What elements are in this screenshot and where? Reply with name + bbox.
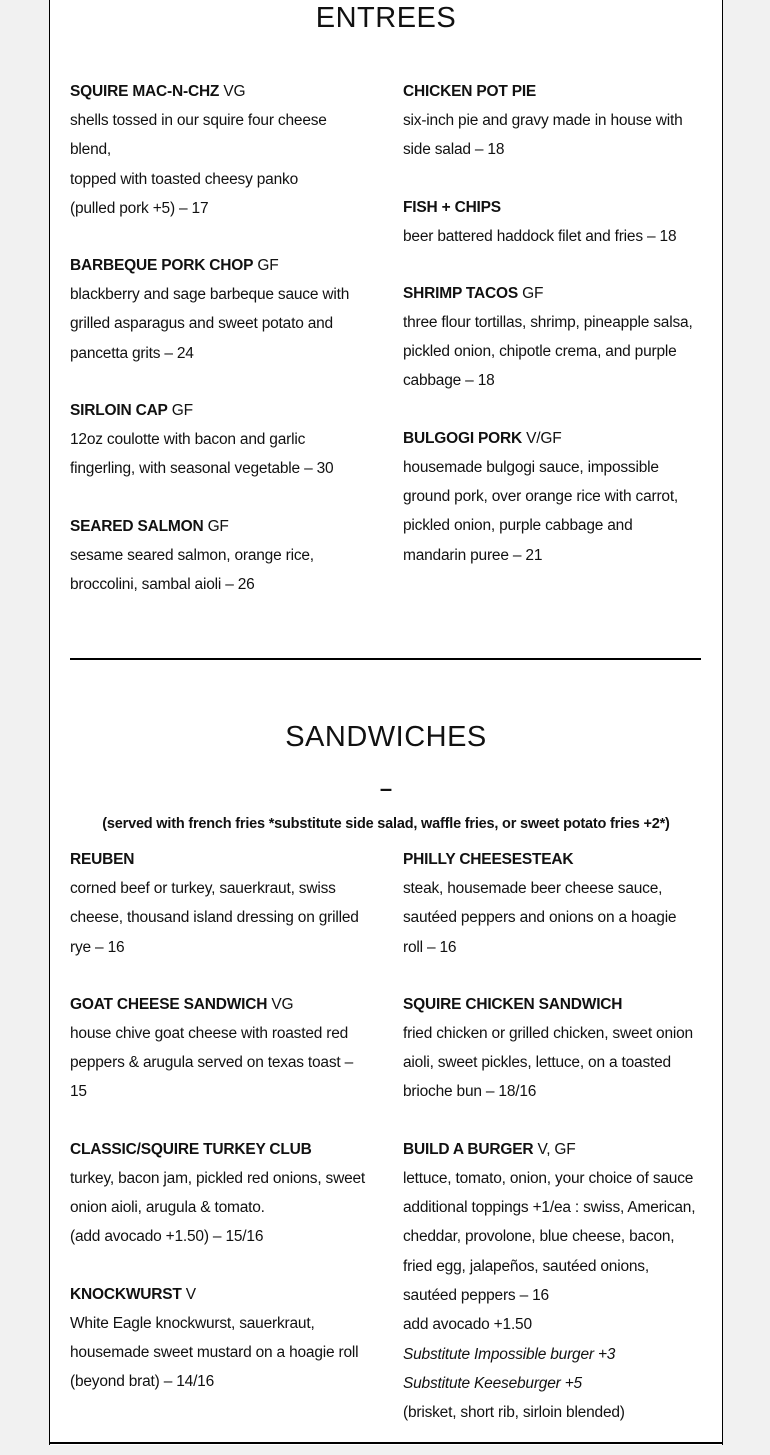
item-description: fingerling, with seasonal vegetable – 30 [70,460,334,478]
item-description: housemade bulgogi sauce, impossible [403,458,659,476]
item-description: fried egg, jalapeños, sautéed onions, [403,1257,649,1275]
item-diet-tag: V, GF [533,1140,576,1158]
item-description: cabbage – 18 [403,372,495,390]
item-description: housemade sweet mustard on a hoagie roll [70,1343,359,1361]
page-bottom-border [50,1442,722,1444]
menu-item [403,424,718,570]
item-description: peppers & arugula served on texas toast – [70,1054,354,1072]
item-name: BUILD A BURGER [403,1140,534,1158]
menu-item [70,77,380,223]
item-diet-tag: GF [518,284,544,302]
item-description: steak, housemade beer cheese sauce, [403,880,663,897]
item-description: aioli, sweet pickles, lettuce, on a toasted [403,1054,671,1072]
item-name: FISH + CHIPS [403,198,501,216]
item-name: PHILLY CHEESESTEAK [403,851,574,868]
item-description: (beyond brat) – 14/16 [70,1373,215,1391]
item-description: rye – 16 [70,938,125,956]
item-description: fried chicken or grilled chicken, sweet onion [403,1024,693,1042]
item-description: (brisket, short rib, sirloin blended) [403,1404,625,1422]
item-description: add avocado +1.50 [403,1316,532,1334]
item-description: onion aioli, arugula & tomato. [70,1199,265,1217]
sandwiches-dash: – [379,776,393,801]
item-description: additional toppings +1/ea : swiss, American, [403,1199,696,1217]
item-name: SEARED SALMON [70,517,204,535]
menu-item [70,845,380,962]
item-description: blend, [70,141,112,159]
entrees-heading: ENTREES [315,2,457,34]
item-description: corned beef or turkey, sauerkraut, swiss [70,880,336,897]
item-description: 15 [70,1083,87,1101]
item-name: BARBEQUE PORK CHOP [70,257,254,275]
entrees-left-column [70,77,380,627]
item-diet-tag: GF [167,402,193,420]
item-name: SIRLOIN CAP [70,402,168,420]
item-description: topped with toasted cheesy panko [70,170,298,188]
menu-item [70,1135,380,1252]
menu-item [70,512,380,600]
menu-page [49,0,723,1445]
item-name: REUBEN [70,851,135,868]
section-divider [70,658,701,660]
menu-item [70,396,380,484]
item-diet-tag: V [181,1285,196,1303]
item-description: brioche bun – 18/16 [403,1083,537,1101]
item-description: roll – 16 [403,938,457,956]
item-name: SQUIRE MAC-N-CHZ [70,83,220,100]
item-name: KNOCKWURST [70,1285,182,1303]
item-description: three flour tortillas, shrimp, pineapple salsa, [403,313,693,331]
menu-item [403,845,718,962]
item-description: turkey, bacon jam, pickled red onions, sweet [70,1169,366,1187]
menu-item [403,990,718,1107]
item-description: house chive goat cheese with roasted red [70,1024,349,1042]
entrees-right-column [403,77,718,598]
menu-item [70,990,380,1107]
item-diet-tag: VG [219,83,246,100]
item-name: BULGOGI PORK [403,429,523,447]
item-description: White Eagle knockwurst, sauerkraut, [70,1314,315,1332]
item-description: sesame seared salmon, orange rice, [70,546,314,564]
menu-item [70,251,380,368]
item-description: pancetta grits – 24 [70,344,194,362]
item-name: GOAT CHEESE SANDWICH [70,995,268,1013]
item-description: beer battered haddock filet and fries – 18 [403,227,677,245]
item-description: six-inch pie and gravy made in house with [403,112,683,129]
menu-item [403,193,718,251]
item-description: side salad – 18 [403,141,505,159]
item-diet-tag: VG [267,995,294,1013]
menu-item [70,1280,380,1397]
item-name: SHRIMP TACOS [403,284,519,302]
item-diet-tag: GF [253,257,279,275]
item-description: shells tossed in our squire four cheese [70,112,327,129]
sandwiches-heading: SANDWICHES [285,721,487,753]
item-substitute-option: Substitute Impossible burger +3 [403,1345,616,1363]
item-description: sautéed peppers – 16 [403,1286,549,1304]
sandwiches-right-column [403,845,718,1455]
menu-item [403,279,718,396]
item-description: 12oz coulotte with bacon and garlic [70,431,306,449]
item-description: cheese, thousand island dressing on grilled [70,909,359,927]
item-description: blackberry and sage barbeque sauce with [70,286,350,304]
item-description: ground pork, over orange rice with carrot, [403,488,679,506]
sandwiches-note: (served with french fries *substitute side salad, waffle fries, or sweet potato fries +2*) [102,816,670,832]
item-description: (add avocado +1.50) – 15/16 [70,1228,264,1246]
item-substitute-option: Substitute Keeseburger +5 [403,1374,582,1392]
item-description: grilled asparagus and sweet potato and [70,315,333,333]
sandwiches-left-column [70,845,380,1425]
item-description: pickled onion, purple cabbage and [403,517,633,535]
menu-item [403,77,718,165]
item-description: sautéed peppers and onions on a hoagie [403,909,677,927]
menu-item [403,1135,718,1428]
item-diet-tag: V/GF [522,429,562,447]
item-description: (pulled pork +5) – 17 [70,199,209,217]
item-description: pickled onion, chipotle crema, and purple [403,343,677,361]
item-diet-tag: GF [203,517,229,535]
item-name: CHICKEN POT PIE [403,83,537,100]
item-description: mandarin puree – 21 [403,546,543,564]
item-description: cheddar, provolone, blue cheese, bacon, [403,1228,675,1246]
item-description: lettuce, tomato, onion, your choice of sauce [403,1169,694,1187]
item-description: broccolini, sambal aioli – 26 [70,575,255,593]
item-name: CLASSIC/SQUIRE TURKEY CLUB [70,1140,312,1158]
item-name: SQUIRE CHICKEN SANDWICH [403,995,623,1013]
